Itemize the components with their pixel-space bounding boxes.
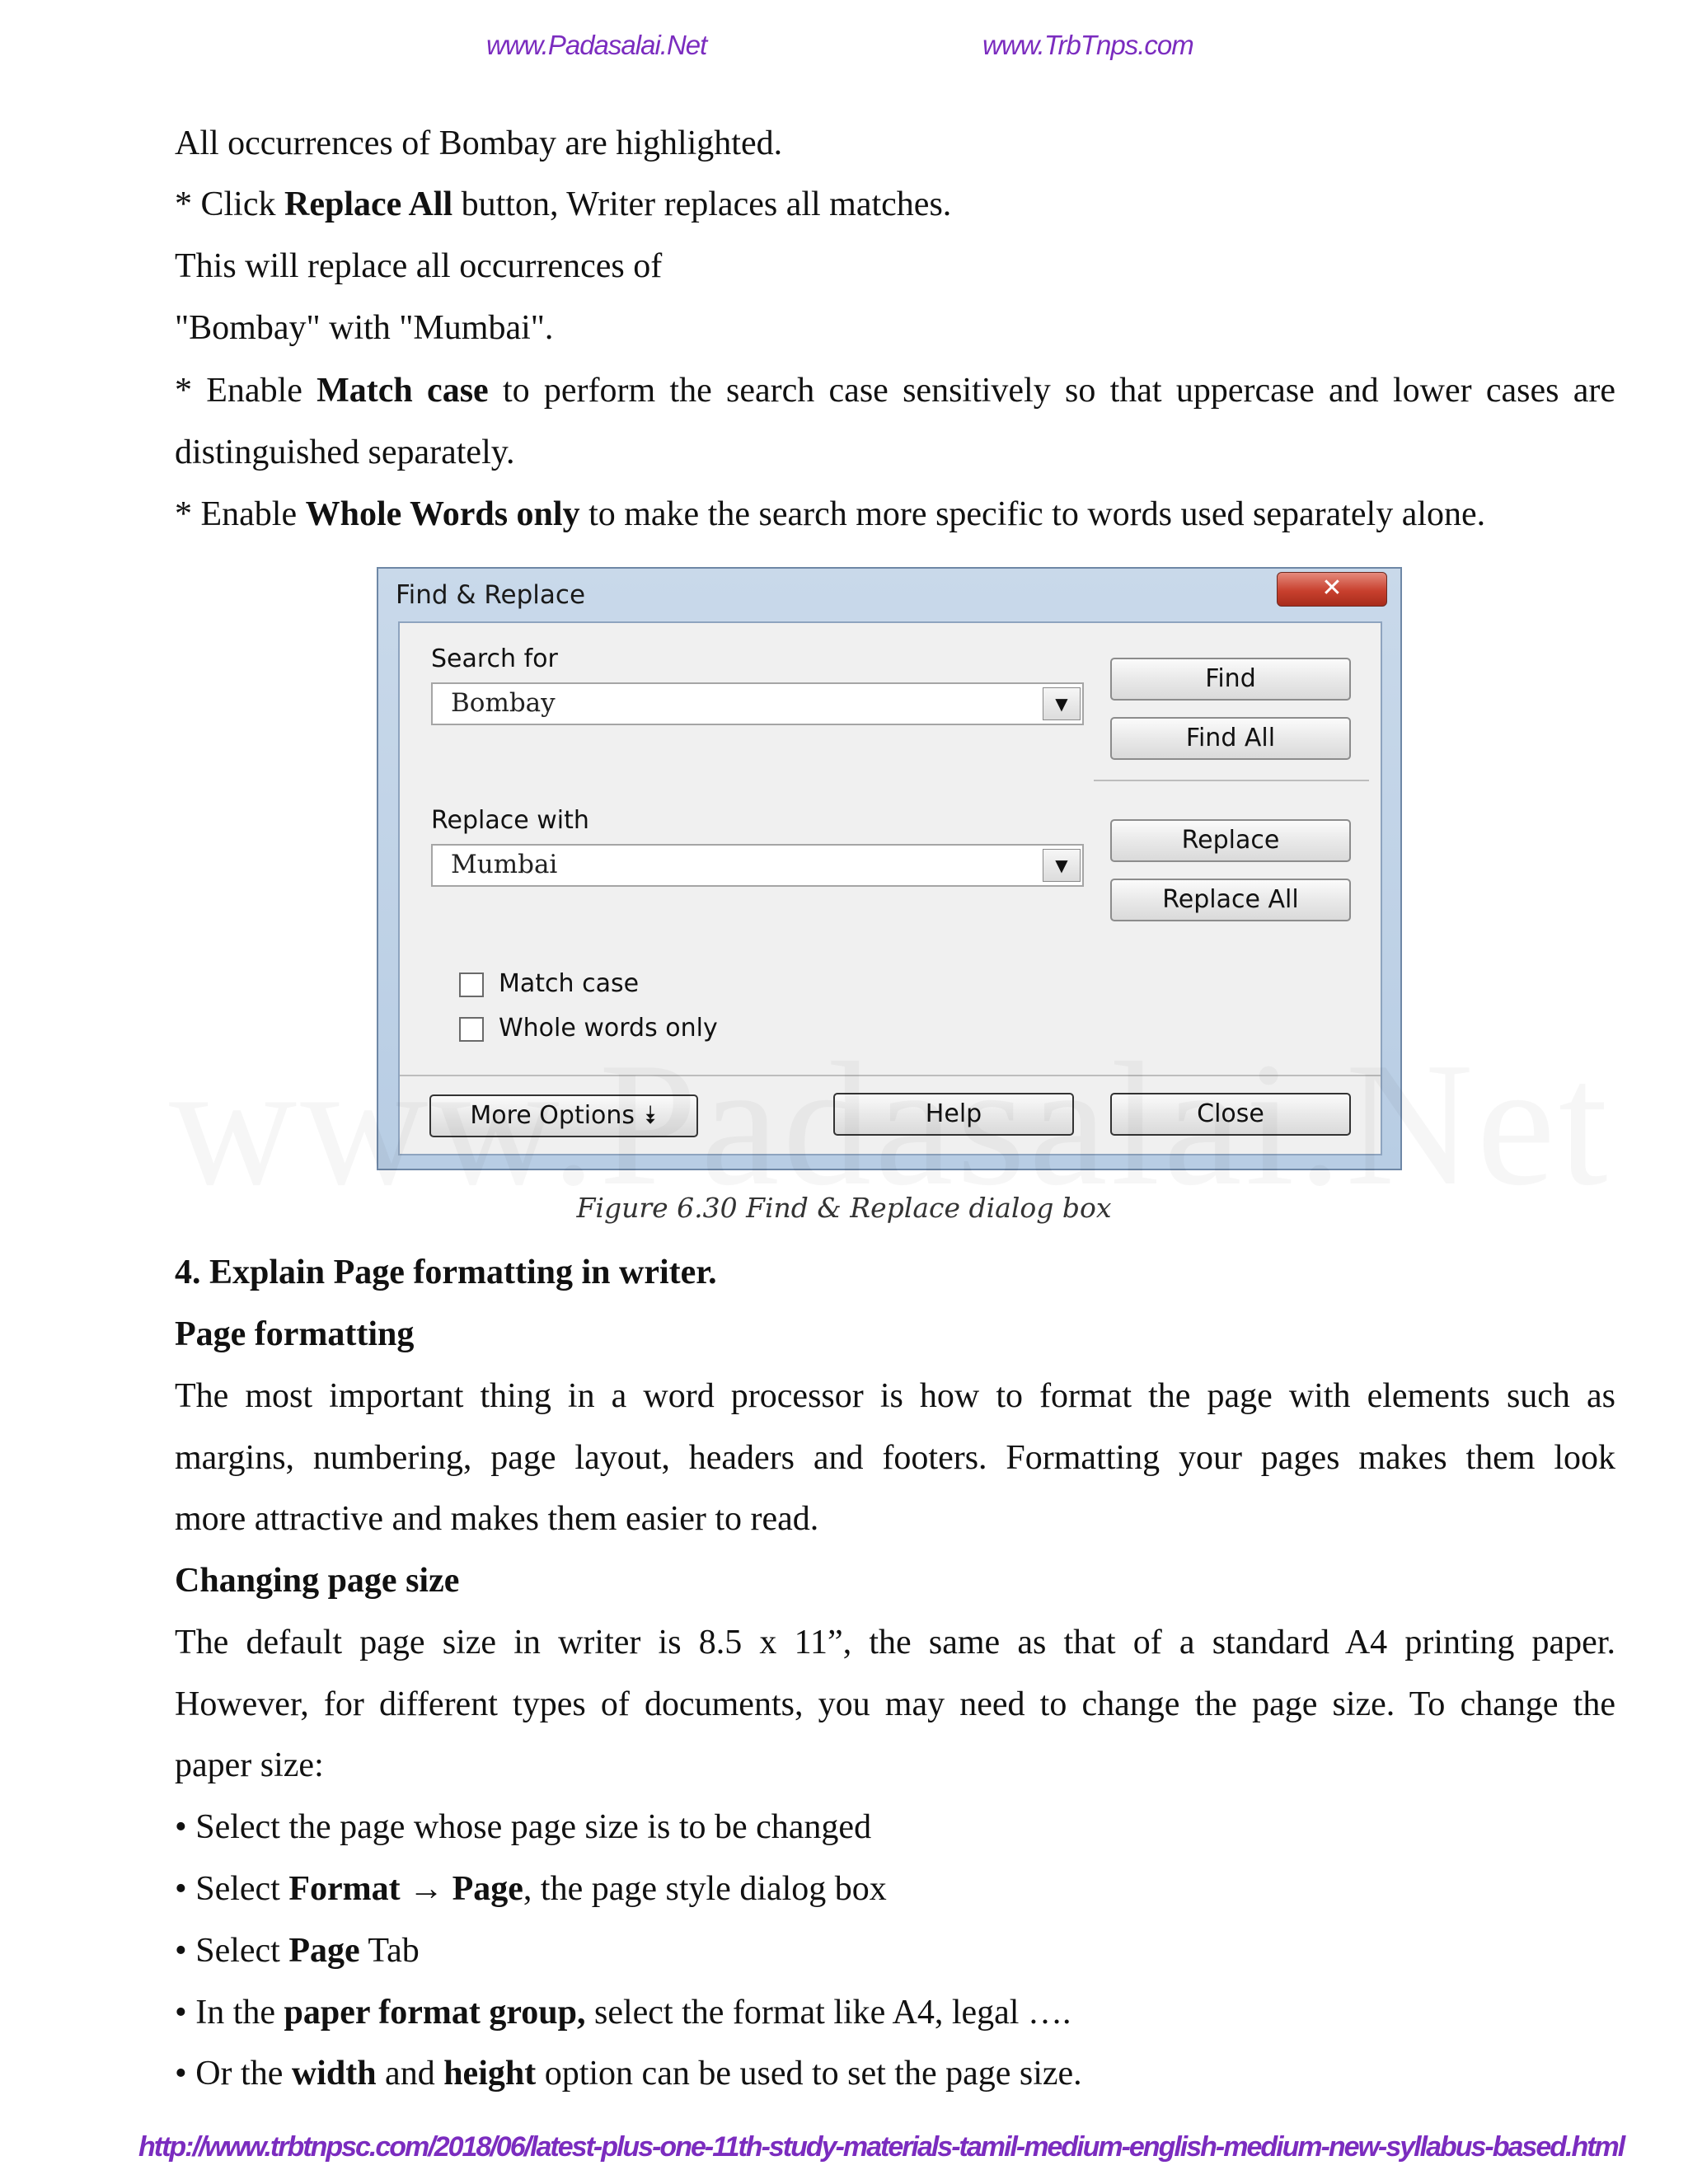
replace-all-term: Replace All — [284, 185, 453, 223]
para1-line-1: The most important thing in a word processor is how to format the page with elements such as — [175, 1377, 1615, 1415]
whole-words-checkbox[interactable] — [459, 1017, 484, 1042]
find-all-button[interactable]: Find All — [1110, 717, 1351, 760]
question-heading: 4. Explain Page formatting in writer. — [175, 1254, 717, 1291]
replace-with-value: Mumbai — [451, 850, 558, 879]
page-tab-term: Page — [288, 1932, 360, 1970]
help-button[interactable]: Help — [833, 1093, 1074, 1136]
button-separator — [1094, 780, 1369, 781]
bullet-3-pre: • Select — [175, 1932, 289, 1970]
bullet-1: • Select the page whose page size is to be changed — [175, 1808, 872, 1846]
header-link-padasalai[interactable]: www.Padasalai.Net — [486, 30, 707, 60]
search-for-label: Search for — [431, 644, 558, 673]
bullet-4 — [175, 1990, 1071, 2036]
intro-line-7-post: to make the search more specific to words used separately alone. — [579, 495, 1486, 533]
para2-line-3: paper size: — [175, 1746, 324, 1784]
changing-page-size-heading: Changing page size — [175, 1562, 460, 1600]
bullet-5 — [175, 2050, 1082, 2097]
bullet-2-post: , the page style dialog box — [523, 1870, 887, 1908]
bullet-4-pre: • In the — [175, 1994, 284, 2032]
page-term: Page — [452, 1870, 523, 1908]
close-button[interactable]: Close — [1110, 1093, 1351, 1136]
find-replace-dialog — [377, 567, 1402, 1170]
intro-line-5-pre: * Enable — [175, 372, 317, 410]
bullet-2 — [175, 1866, 887, 1912]
para1-line-2: margins, numbering, page layout, headers and footers. Formatting your pages makes them look — [175, 1439, 1615, 1477]
bullet-5-mid: and — [376, 2055, 444, 2093]
replace-button[interactable]: Replace — [1110, 819, 1351, 862]
match-case-checkbox[interactable] — [459, 972, 484, 997]
match-case-label: Match case — [499, 969, 640, 998]
close-icon: ✕ — [1321, 574, 1343, 602]
intro-line-1: All occurrences of Bombay are highlighted. — [175, 124, 783, 162]
arrow-icon: → — [400, 1870, 452, 1908]
para1-line-3: more attractive and makes them easier to read. — [175, 1500, 819, 1538]
page-formatting-heading: Page formatting — [175, 1315, 415, 1353]
bullet-5-post: option can be used to set the page size. — [536, 2055, 1082, 2093]
search-for-combo[interactable] — [431, 682, 1084, 725]
height-term: height — [443, 2055, 537, 2093]
intro-line-2-pre: * Click — [175, 185, 284, 223]
intro-line-7 — [175, 491, 1485, 537]
paper-format-term: paper format group, — [284, 1994, 586, 2032]
whole-words-term: Whole Words only — [305, 495, 580, 533]
intro-line-5 — [175, 368, 1615, 414]
replace-with-combo[interactable] — [431, 844, 1084, 887]
figure-caption: Figure 6.30 Find & Replace dialog box — [576, 1192, 1112, 1224]
dialog-close-button[interactable] — [1277, 572, 1387, 607]
footer-url-link[interactable]: http://www.trbtnpsc.com/2018/06/latest-plus-one-11th-study-materials-tamil-medium-english-medium-new-syllabus-based.html — [138, 2131, 1625, 2163]
bullet-5-pre: • Or the — [175, 2055, 292, 2093]
para2-line-1: The default page size in writer is 8.5 x 11”, the same as that of a standard A4 printing paper. — [175, 1624, 1615, 1661]
find-button[interactable]: Find — [1110, 658, 1351, 701]
bullet-3 — [175, 1928, 420, 1974]
match-case-term: Match case — [316, 372, 489, 410]
search-dropdown-icon[interactable]: ▼ — [1043, 687, 1081, 720]
intro-line-3: This will replace all occurrences of — [175, 247, 663, 285]
bullet-2-pre: • Select — [175, 1870, 289, 1908]
intro-line-2 — [175, 181, 951, 227]
footer-separator — [400, 1075, 1381, 1076]
intro-line-2-post: button, Writer replaces all matches. — [452, 185, 952, 223]
replace-with-label: Replace with — [431, 806, 589, 835]
para2-line-2: However, for different types of documents, you may need to change the page size. To change the — [175, 1685, 1615, 1723]
more-options-button[interactable]: More Options ⯯ — [429, 1094, 698, 1137]
replace-all-button[interactable]: Replace All — [1110, 879, 1351, 921]
intro-line-6: distinguished separately. — [175, 434, 515, 471]
replace-dropdown-icon[interactable]: ▼ — [1043, 849, 1081, 882]
search-for-value: Bombay — [451, 688, 556, 718]
bullet-4-post: select the format like A4, legal …. — [585, 1994, 1071, 2032]
format-term: Format — [288, 1870, 401, 1908]
bullet-3-post: Tab — [359, 1932, 420, 1970]
header-link-trbtnps[interactable]: www.TrbTnps.com — [982, 30, 1193, 60]
intro-line-4: "Bombay" with "Mumbai". — [175, 309, 554, 347]
dialog-title: Find & Replace — [396, 580, 586, 610]
dialog-body — [398, 621, 1382, 1155]
width-term: width — [291, 2055, 377, 2093]
whole-words-label: Whole words only — [499, 1014, 718, 1043]
intro-line-5-post: to perform the search case sensitively so that uppercase and lower cases are — [488, 372, 1615, 410]
intro-line-7-pre: * Enable — [175, 495, 306, 533]
